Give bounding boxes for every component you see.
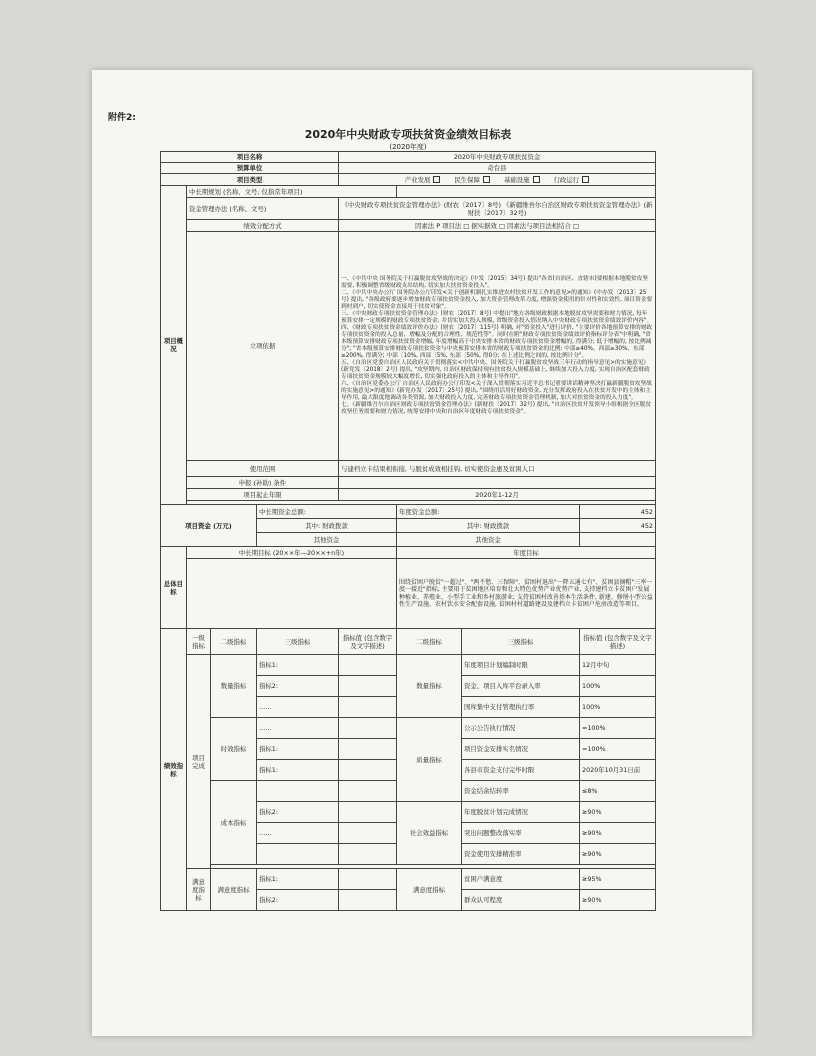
right-value: 12月中旬: [580, 655, 656, 676]
basis-item: 六、《自治区党委办公厅 自治区人民政府办公厅印发<关于深入贯彻落实习近平总书记重要讲话精神坚决打赢新疆脱贫攻坚战的实施意见>的通知》(新党办发〔2017〕25号) 提出, "围绕用活用好财政资金, 充分发挥政府投入在扶贫开发中的主体和主导作用, 最大限度地调动各类资源, 加大财政投入力度, 完善财政专项扶贫资金管理机制, 加大对扶贫资金的投入力度"。: [341, 380, 652, 401]
left-indicator-1: 指标1:: [257, 760, 339, 781]
type-option-industry: 产业发展: [405, 176, 441, 184]
fund-management-label: 资金管理办法 (名称、文号): [187, 198, 339, 220]
left-indicator-ellipsis: ……: [257, 697, 339, 718]
project-funds-label: 项目资金 (万元): [161, 505, 257, 547]
left-indicator-1: 指标1:: [257, 739, 339, 760]
right-level3: 年度脱贫计划完成情况: [462, 802, 580, 823]
document-year: (2020年度): [389, 143, 427, 151]
budget-unit-value: 奇台县: [339, 163, 656, 174]
annual-fiscal-value: 452: [580, 519, 656, 533]
right-value: ≥90%: [580, 802, 656, 823]
right-value: ≥95%: [580, 869, 656, 890]
left-cost-indicator: 成本指标: [211, 781, 257, 865]
left-indicator-value: [339, 676, 397, 697]
left-indicator-value: [339, 781, 397, 802]
left-indicator-empty: [257, 844, 339, 865]
project-period-value: 2020年1-12月: [339, 489, 656, 501]
longterm-goal-value: [187, 559, 397, 629]
right-value: ≥90%: [580, 890, 656, 911]
right-value: 100%: [580, 697, 656, 718]
right-value: =100%: [580, 718, 656, 739]
project-type-options: [339, 174, 656, 186]
basis-item: 一、《中共中央 国务院关于打赢脱贫攻坚战的决定》(中发〔2015〕34号) 提出"各省(自治区、直辖市)要根据本地脱贫攻坚需要, 积极调整省级财政支出结构, 切实加大扶贫资金投入"。: [341, 276, 648, 290]
checkbox-icon: [582, 176, 589, 183]
left-indicator-ellipsis: ……: [257, 823, 339, 844]
left-indicator-1: 指标1:: [257, 655, 339, 676]
usage-scope-label: 使用范围: [187, 461, 339, 477]
left-indicator-1: 指标1:: [257, 869, 339, 890]
right-level3: 突出问题整改落实率: [462, 823, 580, 844]
left-indicator-empty: [257, 781, 339, 802]
indicator-header-level1: 一级指标: [187, 629, 211, 655]
other-funds-label: 其他资金: [257, 533, 397, 547]
left-satisfaction-indicator: 满意度指标: [211, 869, 257, 911]
project-name-value: 2020年中央财政专项扶贫资金: [339, 152, 656, 163]
right-value: ≤8%: [580, 781, 656, 802]
annual-other-value: [580, 533, 656, 547]
left-indicator-value: [339, 655, 397, 676]
left-indicator-2: 指标2:: [257, 890, 339, 911]
left-indicator-value: [339, 823, 397, 844]
right-level2-quality: 质量指标: [397, 718, 462, 802]
annual-total-value: 452: [580, 505, 656, 519]
right-level2-social: 社会效益指标: [397, 802, 462, 865]
indicator-header-level2: 二级指标: [211, 629, 257, 655]
annual-fiscal-label: 其中: 财政拨款: [397, 519, 580, 533]
left-indicator-value: [339, 718, 397, 739]
right-level3: 各县市资金支付完毕时限: [462, 760, 580, 781]
level1-output: 项目完成: [187, 655, 211, 869]
left-quantity-indicator: 数量指标: [211, 655, 257, 718]
annual-goal-label: 年度目标: [397, 547, 656, 559]
right-level2-quantity: 数量指标: [397, 655, 462, 718]
left-indicator-value: [339, 890, 397, 911]
right-value: ≥90%: [580, 844, 656, 865]
indicator-header-level3: 三级指标: [257, 629, 339, 655]
right-value: ≥90%: [580, 823, 656, 844]
allocation-method-options: 因素法 P 项目法 □ 据实据效 □ 因素法与项目法相结合 □: [339, 220, 656, 232]
level1-satisfaction: 满意度指标: [187, 869, 211, 911]
indicator-header-value: 指标值 (包含数字及文字描述): [339, 629, 397, 655]
document-title: 2020年中央财政专项扶贫资金绩效目标表: [304, 128, 512, 141]
longterm-goal-label: 中长期目标 (20××年—20××+n年): [187, 547, 397, 559]
usage-scope-value: 与建档立卡结果相衔接, 与脱贫成效相挂钩, 切实使资金惠及贫困人口: [339, 461, 656, 477]
checkbox-icon: [533, 176, 540, 183]
basis-item: 四、《财政专项扶贫资金绩效评价办法》(财农〔2017〕115号) 明确, 对"资金投入"进行评价, "主要评价各地预算安排的财政专项扶贫资金的投入总量、增幅及分配的合理性、规范性等"。同时在附"财政专项扶贫资金绩效评价指标评分表"中明确, "省本级预算安排财政专项扶贫资金增幅, 年度增幅高于中央安排本省的财政专项扶贫资金增幅的, 得满分; 低于增幅的, 按比例减分"; "省本级预算安排财政专项扶贫资金与中央预算安排本省的财政专项扶贫资金的比例: 中部≥40%、西部≥30%、东部≥200%, 得满分; 中部〔10%, 西部〔5%, 东部〔50%, 得0分; 在上述比例之间的, 按比例计分"。: [341, 325, 653, 359]
annual-other-label: 其他资金: [397, 533, 580, 547]
right-level3: 项目资金安排实名情况: [462, 739, 580, 760]
left-indicator-value: [339, 869, 397, 890]
right-value: 100%: [580, 676, 656, 697]
project-basis-text: [339, 232, 656, 461]
project-period-label: 项目起止年限: [187, 489, 339, 501]
basis-item: 五、《自治区党委自治区人民政府关于贯彻落实<中共中央、国务院关于打赢脱贫攻坚战三年行动的指导意见>的实施意见》(新党发〔2018〕2号) 提出, "攻坚期内, 自治区财政保持现有扶贫投入规模基础上, 继续加大投入力度, 实现自治区配套财政专项扶贫资金规模较大幅度增长, 切实强化政府投入的主体和主导作用"。: [341, 359, 650, 380]
type-option-administration: 行政运行: [554, 176, 590, 184]
right-value: 2020年10月31日前: [580, 760, 656, 781]
right-level3: 公示公告执行情况: [462, 718, 580, 739]
basis-item: 二、《中共中央办公厅 国务院办公厅印发<关于创新机制扎实推进农村扶贫开发工作的意见>的通知》(中办发〔2013〕25号) 提出, "各级政府要逐步增加财政专项扶贫资金投入, 加大资金管理改革力度, 增强资金使用的针对性和实效性, 项目资金要到村到户, 切实使资金直接用于扶贫对象"。: [341, 290, 653, 311]
left-indicator-value: [339, 739, 397, 760]
left-indicator-2: 指标2:: [257, 802, 339, 823]
right-level2-satisfaction: 满意度指标: [397, 869, 462, 911]
right-level3: 贫困户满意度: [462, 869, 580, 890]
project-name-label: 项目名称: [161, 152, 339, 163]
right-level3: 资金结余结转率: [462, 781, 580, 802]
right-level3: 国库集中支付管理执行率: [462, 697, 580, 718]
right-level3: 群众认可程度: [462, 890, 580, 911]
right-value: =100%: [580, 739, 656, 760]
annual-total-label: 年度资金总额:: [397, 505, 580, 519]
longterm-plan-label: 中长期规划 (名称、文号, 仅指常年项目): [187, 186, 397, 198]
fund-management-value: 《中央财政专项扶贫资金管理办法》(财农〔2017〕8号) 《新疆维吾尔自治区财政专项扶贫资金管理办法》(新财扶〔2017〕32号): [339, 198, 656, 220]
left-indicator-value: [339, 760, 397, 781]
project-overview-label: 项目概况: [161, 186, 187, 505]
apply-condition-label: 申报 (补助) 条件: [187, 477, 339, 489]
checkbox-icon: [433, 176, 440, 183]
right-level3: 年度项目计划编制时限: [462, 655, 580, 676]
project-type-label: 项目类型: [161, 174, 339, 186]
indicator-header-value-right: 指标值 (包含数字及文字描述): [580, 629, 656, 655]
left-indicator-2: 指标2:: [257, 676, 339, 697]
indicator-header-level2-right: 二级指标: [397, 629, 462, 655]
apply-condition-value: [339, 477, 656, 489]
allocation-method-label: 绩效分配方式: [187, 220, 339, 232]
right-level3: 资金使用安排精准率: [462, 844, 580, 865]
budget-unit-label: 预算单位: [161, 163, 339, 174]
basis-item: 七、《新疆维吾尔自治区财政专项扶贫资金管理办法》(新财扶〔2017〕32号) 提出, "自治区扶贫开发领导小组根据全区脱贫攻坚任务需要和财力情况, 统筹安排中央和自治区年度财政专项扶贫资金"。: [341, 401, 652, 415]
performance-target-table: [160, 151, 656, 911]
overall-goals-label: 总体目标: [161, 547, 187, 629]
attachment-label: 附件2:: [108, 113, 136, 123]
project-basis-label: 立项依据: [187, 232, 339, 461]
type-option-infrastructure: 基础设施: [504, 176, 540, 184]
indicator-header-level3-right: 三级指标: [462, 629, 580, 655]
annual-goal-text: 围绕贫困户脱贫"一超过"、"两不愁、三保障"、贫困村退出"一降五通七有"、贫困县摘帽"三率一度一接近"指标, 主要用于贫困地区培育和壮大特色优势产业优势产业, 支持建档立卡贫困户发展种植业、养殖业、小型手工业和乡村旅游业; 支持贫困村改善基本生活条件, 新建、修缮小型公益性生产设施、农村饮水安全配套设施, 贫困村村道路建设及建档立卡贫困户危房改造等项目。: [397, 559, 656, 629]
longterm-total-label: 中长期资金总额:: [257, 505, 397, 519]
type-option-livelihood: 民生保障: [454, 176, 490, 184]
fiscal-funds-label: 其中: 财政拨款: [257, 519, 397, 533]
left-indicator-value: [339, 844, 397, 865]
longterm-plan-value: [397, 186, 656, 198]
right-level3: 资金、项目入库平台录入率: [462, 676, 580, 697]
left-indicator-ellipsis: ……: [257, 718, 339, 739]
left-indicator-value: [339, 802, 397, 823]
checkbox-icon: [483, 176, 490, 183]
left-timeliness-indicator: 时效指标: [211, 718, 257, 781]
performance-indicators-label: 绩效指标: [161, 629, 187, 911]
basis-item: 三、《中央财政专项扶贫资金管理办法》(财农〔2017〕8号) 中提出"地方各级财政根据本地脱贫攻坚需要和财力情况, 每年预算安排一定规模的财政专项扶贫资金, 并切实加大投入规模, 省级资金投入情况纳入中央财政专项扶贫资金绩效评价内容"。: [341, 311, 653, 325]
left-indicator-value: [339, 697, 397, 718]
